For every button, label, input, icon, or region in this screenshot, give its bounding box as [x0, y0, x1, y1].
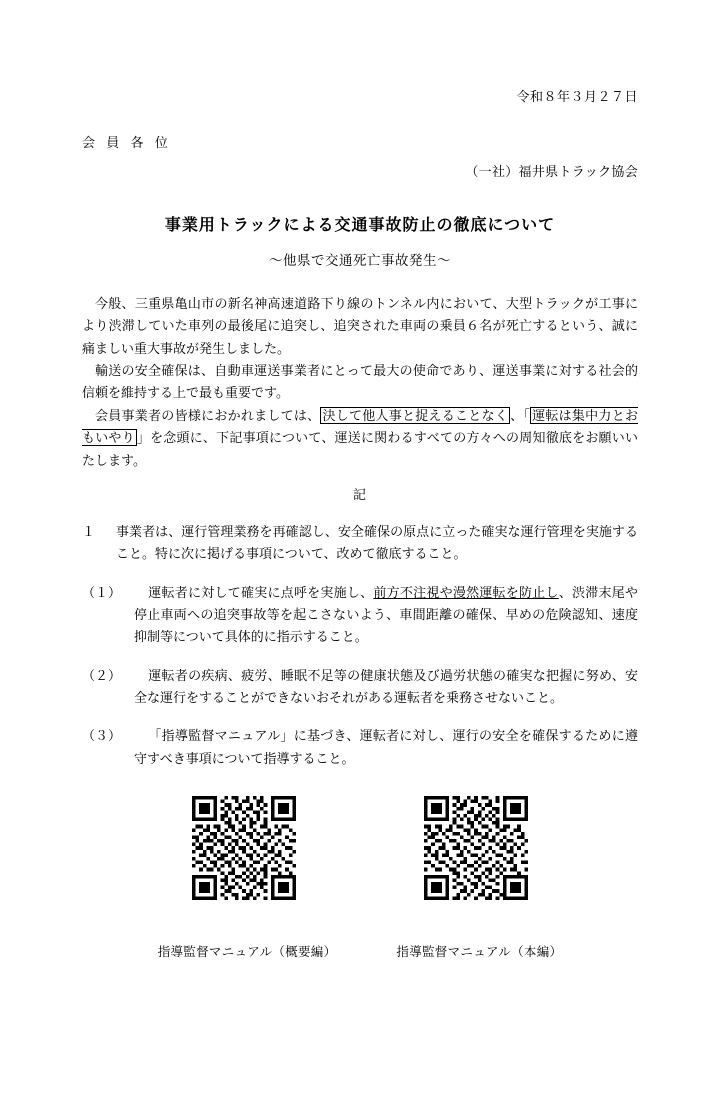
qr-caption-row: [82, 900, 638, 960]
page-title: 事業用トラックによる交通事故防止の徹底について: [164, 217, 556, 234]
list-item-text-a: 運転者に対して確実に点呼を実施し、: [148, 584, 374, 600]
list-item-number: （２）: [82, 667, 122, 683]
qr-caption-main: 指導監督マニュアル（本編）: [396, 945, 563, 960]
paragraph-3: [82, 405, 638, 472]
qr-code-image-summary[interactable]: [192, 796, 296, 900]
paragraph-3-text-c: 」を念頭に、下記事項について、運送に関わるすべての方々への周知徹底をお願いいたします。: [82, 430, 638, 468]
qr-caption-summary: 指導監督マニュアル（概要編）: [157, 945, 337, 960]
list-item-text: [134, 582, 638, 649]
document-body: [82, 293, 638, 472]
paragraph-3-boxed-phrase-2: 運転は集中力とおもいやり: [82, 407, 638, 446]
document-sender: （一社）福井県トラック協会: [465, 164, 638, 179]
ki-label: 記: [352, 486, 367, 502]
list-item-text: 運転者の疾病、疲労、睡眠不足等の健康状態及び過労状態の確実な把握に努め、安全な運行をすることができないおそれがある運転者を乗務させないこと。: [134, 667, 638, 706]
document-subtitle: 〜他県で交通死亡事故発生〜: [269, 253, 451, 268]
list-item-text: 「指導監督マニュアル」に基づき、運転者に対し、運行の安全を確保するために遵守すべき事項について指導すること。: [134, 728, 638, 766]
list-item-number: １: [82, 523, 96, 539]
list-item: [82, 665, 638, 710]
paragraph-3-text-a: 会員事業者の皆様におかれましては、: [95, 407, 321, 423]
list-item-number: （１）: [82, 584, 122, 600]
paragraph-3-boxed-phrase-1: 決して他人事と捉えることなく: [322, 407, 509, 423]
list-item-number: （３）: [82, 728, 122, 744]
list-item: [82, 725, 638, 770]
qr-code-image-main[interactable]: [424, 796, 528, 900]
numbered-item-list: [82, 521, 638, 770]
document-page: [0, 86, 720, 1104]
list-item: [82, 582, 638, 649]
list-item-text: 事業者は、運行管理業務を再確認し、安全確保の原点に立った確実な運行管理を実施すること。特に次に掲げる事項について、改めて徹底すること。: [116, 523, 638, 562]
list-item-text-b: 、渋滞末尾や停止車両への追突事故等を起こさないよう、車間距離の確保、早めの危険認知、速度抑制等について具体的に指示すること。: [134, 584, 638, 645]
list-item-underlined-phrase: 前方不注視や漫然運転を防止し: [373, 584, 559, 600]
qr-code-cell-summary: [192, 796, 296, 900]
paragraph-3-text-b: 、「: [510, 407, 531, 423]
list-item: [82, 521, 638, 566]
document-addressee: 会 員 各 位: [82, 135, 172, 150]
qr-code-cell-main: [424, 796, 528, 900]
paragraph-1: 今般、三重県亀山市の新名神高速道路下り線のトンネル内において、大型トラックが工事により渋滞していた車列の最後尾に追突し、追突された車両の乗員６名が死亡するという、誠に痛ましい重大事故が発生しました。: [82, 296, 638, 356]
document-date: 令和８年３月２７日: [516, 89, 638, 104]
paragraph-2: 輸送の安全確保は、自動車運送事業者にとって最大の使命であり、運送事業に対する社会的信頼を維持する上で最も重要です。: [82, 363, 638, 401]
qr-code-row: [82, 796, 638, 900]
